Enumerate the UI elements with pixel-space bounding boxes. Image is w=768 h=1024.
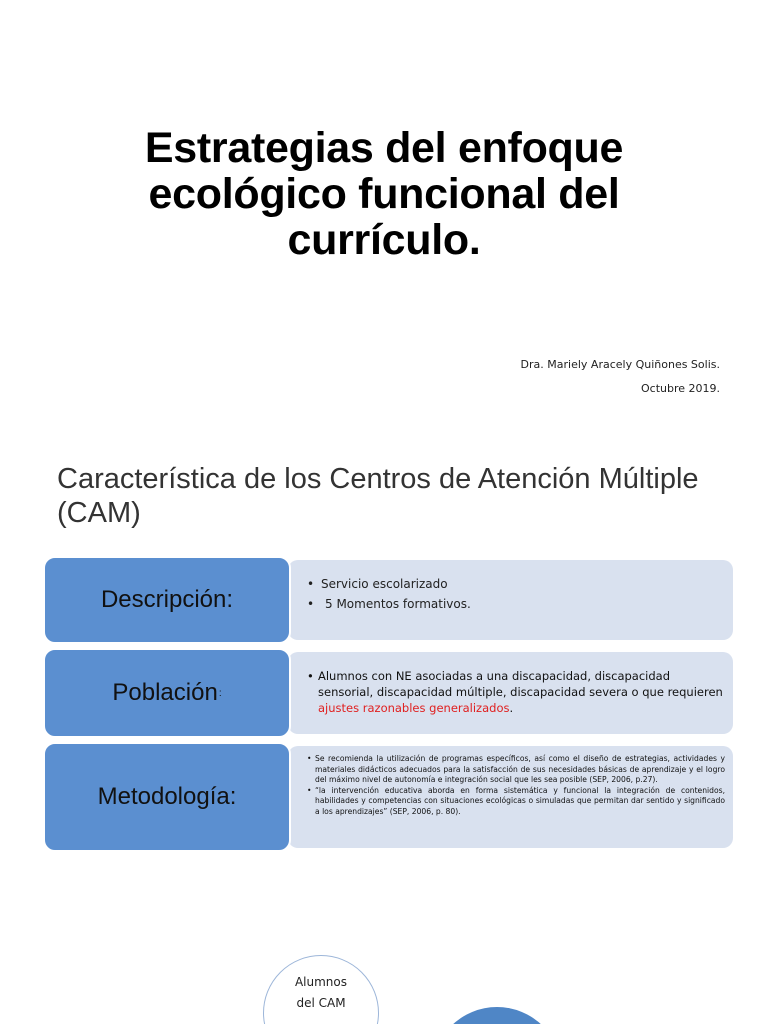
diagram-node-label: Alumnos del CAM <box>294 975 348 1010</box>
bullet-end: . <box>509 701 514 715</box>
bullet-item: • Se recomienda la utilización de programas específicos, así como el diseño de estrategias, actividades y materiales didácticos adecuados para la satisfacción de sus necesidades básicas de aprendizaje y el logro del máximo nivel de autonomía e integración social que les sea posible (SEP, 2006, p.27). <box>307 754 725 786</box>
author-name: Dra. Mariely Aracely Quiñones Solis. <box>520 358 720 371</box>
bullet-list <box>307 574 725 614</box>
highlighted-text: ajustes razonables generalizados <box>318 701 510 715</box>
row-label-box <box>43 648 291 738</box>
bullet-item: • Servicio escolarizado <box>307 574 725 594</box>
bullet-item: • 5 Momentos formativos. <box>307 594 725 614</box>
bullet-text: Alumnos con NE asociadas a una discapacidad, discapacidad sensorial, discapacidad múltiple, discapacidad severa o que requieren <box>318 669 723 699</box>
row-poblacion <box>43 648 733 738</box>
slide-title: Estrategias del enfoque ecológico funcional del currículo. <box>144 124 624 264</box>
row-metodologia <box>43 742 733 852</box>
section-title: Característica de los Centros de Atención Múltiple (CAM) <box>57 463 699 529</box>
row-label: Población <box>112 679 218 706</box>
row-label-box <box>43 742 291 852</box>
bullet-item <box>307 668 725 716</box>
row-label-suffix: : <box>218 687 222 699</box>
row-label-box <box>43 556 291 644</box>
row-label: Metodología: <box>97 783 237 810</box>
presentation-date: Octubre 2019. <box>640 382 720 395</box>
bullet-list <box>307 668 725 716</box>
bullet-item: • “la intervención educativa aborda en forma sistemática y funcional la integración de contenidos, habilidades y competencias con situaciones ecológicas o simuladas que permitan dar sentido y significado a los aprendizajes” (SEP, 2006, p. 80). <box>307 786 725 818</box>
diagram-node-alumnos <box>263 955 379 1024</box>
bullet-list <box>307 754 725 818</box>
diagram-node-filled <box>432 1007 562 1024</box>
row-descripcion <box>43 556 733 644</box>
row-label: Descripción: <box>100 586 234 613</box>
